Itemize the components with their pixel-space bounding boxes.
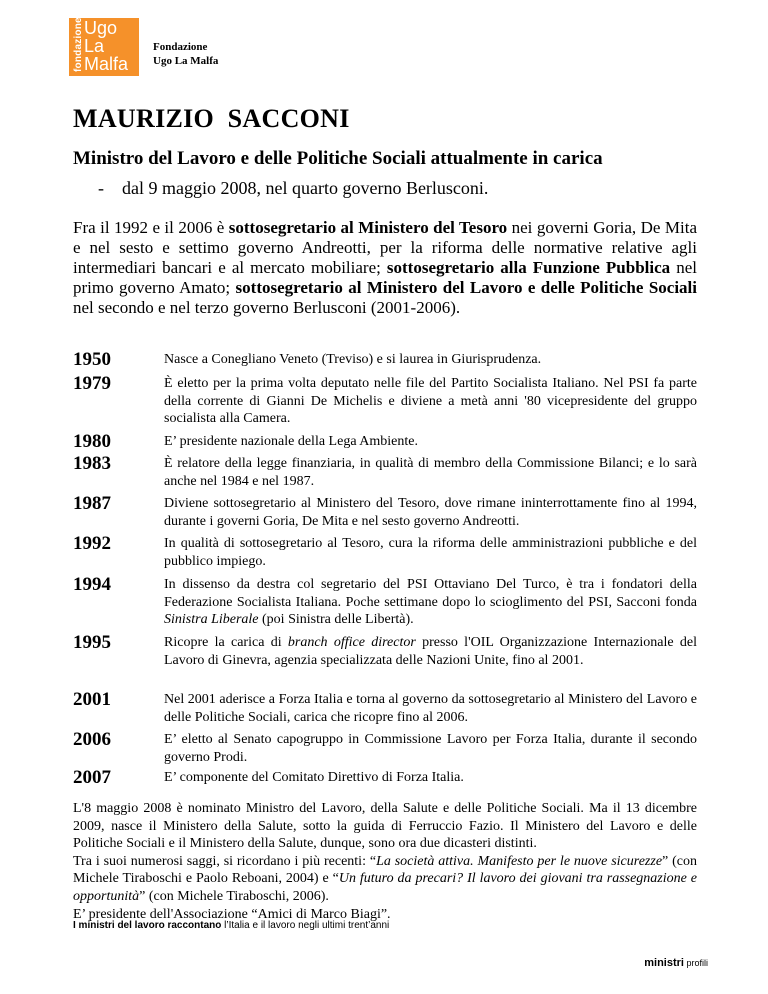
timeline-text: E’ presidente nazionale della Lega Ambiente.	[164, 434, 418, 449]
timeline-text-part: Ricopre la carica di	[164, 635, 288, 650]
bullet-dash: -	[98, 178, 104, 198]
closing-line-1: L'8 maggio 2008 è nominato Ministro del Lavoro, della Salute e delle Politiche Sociali. Ma il 13 dicembre 2009, nasce il Ministero della Salute, sotto la guida di Ferruccio Fazio. Il Ministero del Lavoro e delle Politiche Sociali e il Ministero della Salute, dunque, sono ora due dicasteri distinti.	[73, 801, 697, 852]
timeline-year: 2001	[73, 689, 111, 710]
intro-bold-2: sottosegretario alla Funzione Pubblica	[386, 258, 671, 277]
timeline-text-part: In dissenso da destra col segretario del PSI Ottaviano Del Turco, è tra i fondatori della Federazione Socialista Italiana. Poche settimane dopo lo scioglimento del PSI, Sacconi fonda	[164, 577, 697, 610]
logo-word-malfa: Malfa	[84, 54, 129, 74]
timeline-year: 1987	[73, 493, 111, 514]
timeline-text: È eletto per la prima volta deputato nelle file del Partito Socialista Italiano. Nel PSI fa parte della corrente di Gianni De Michelis e diviene a metà anni '80 vicepresidente del gruppo socialista alla Camera.	[164, 376, 697, 426]
timeline-text: Nel 2001 aderisce a Forza Italia e torna al governo da sottosegretario al Ministero del Lavoro e delle Politiche Sociali, carica che ricopre fino al 2006.	[164, 692, 697, 725]
timeline-text: E’ eletto al Senato capogruppo in Commissione Lavoro per Forza Italia, durante il secondo governo Prodi.	[164, 732, 697, 765]
timeline-year: 2006	[73, 729, 111, 750]
timeline-text: In qualità di sottosegretario al Tesoro, cura la riforma delle amministrazioni pubbliche e del pubblico impiego.	[164, 536, 697, 569]
career-timeline	[73, 351, 697, 791]
footer-rest: l’Italia e il lavoro negli ultimi trent’anni	[221, 920, 390, 931]
timeline-text: E’ componente del Comitato Direttivo di Forza Italia.	[164, 770, 464, 785]
book-title-2: Un futuro da precari? Il lavoro dei giovani tra rassegnazione e opportunità	[73, 871, 698, 904]
intro-bold-1: sottosegretario al Ministero del Tesoro	[228, 218, 508, 237]
logo-caption-line2: Ugo La Malfa	[153, 55, 219, 67]
timeline-row	[73, 535, 697, 576]
tenure-text: dal 9 maggio 2008, nel quarto governo Berlusconi.	[122, 178, 489, 198]
intro-paragraph	[73, 218, 697, 318]
timeline-year: 1979	[73, 373, 111, 394]
intro-text-4: nel secondo e nel terzo governo Berlusconi (2001-2006).	[73, 298, 461, 317]
logo-caption-line1: Fondazione	[153, 41, 208, 53]
timeline-text-italic: Sinistra Liberale	[164, 612, 259, 627]
footer-right-bold: ministri	[644, 957, 684, 969]
logo-word-ugo: Ugo	[84, 18, 118, 38]
footer-left	[73, 920, 389, 931]
logo-vertical-text: fondazione	[73, 17, 84, 72]
timeline-year: 1983	[73, 453, 111, 474]
timeline-text: Nasce a Conegliano Veneto (Treviso) e si laurea in Giurisprudenza.	[164, 352, 542, 367]
timeline-row	[73, 634, 697, 691]
intro-bold-3: sottosegretario al Ministero del Lavoro e delle Politiche Sociali	[235, 278, 697, 297]
timeline-year: 1992	[73, 533, 111, 554]
timeline-year: 2007	[73, 767, 111, 788]
timeline-text	[164, 576, 697, 629]
timeline-text: È relatore della legge finanziaria, in qualità di membro della Commissione Bilanci; e lo sarà anche nel 1984 e nel 1987.	[164, 456, 697, 489]
timeline-row	[73, 495, 697, 535]
footer-right-light: profili	[683, 958, 708, 968]
logo-word-la: La	[84, 36, 105, 56]
page-subtitle: Ministro del Lavoro e delle Politiche Sociali attualmente in carica	[73, 148, 603, 169]
closing-line-3: E’ presidente dell'Associazione “Amici di Marco Biagi”.	[73, 906, 391, 922]
page-title: MAURIZIO SACCONI	[73, 104, 350, 133]
timeline-text-part: (poi Sinistra delle Libertà).	[258, 612, 414, 627]
timeline-year: 1995	[73, 632, 111, 653]
footer-bold: I ministri del lavoro raccontano	[73, 920, 222, 931]
timeline-row	[73, 351, 697, 375]
intro-text-2: nei governi Goria, De Mita e nel sesto e settimo governo Andreotti, per la riforma delle normative relative agli intermediari bancari e al mercato mobiliare;	[73, 218, 697, 277]
logo-caption	[153, 40, 218, 68]
timeline-row	[73, 731, 697, 769]
timeline-row	[73, 691, 697, 731]
timeline-row	[73, 455, 697, 495]
timeline-row	[73, 576, 697, 634]
footer-right	[644, 957, 708, 969]
timeline-row	[73, 433, 697, 455]
foundation-logo	[69, 18, 239, 80]
closing-text: ” (con Michele Tiraboschi, 2006).	[139, 888, 329, 904]
closing-text: ” (con Michele Tiraboschi e Paolo Reboani, 2004) e “	[73, 853, 697, 887]
closing-paragraph	[73, 800, 697, 923]
intro-text-3: nel primo governo Amato;	[73, 258, 697, 297]
intro-text-1: Fra il 1992 e il 2006 è	[73, 218, 229, 237]
timeline-text-part: presso l'OIL Organizzazione Internazionale del Lavoro di Ginevra, agenzia specializzata delle Nazioni Unite, fino al 2001.	[164, 635, 698, 668]
timeline-year: 1980	[73, 431, 111, 452]
timeline-text-italic: branch office director	[287, 635, 416, 650]
timeline-text: Diviene sottosegretario al Ministero del Tesoro, dove rimane ininterrottamente fino al 1994, durante i governi Goria, De Mita e nel sesto governo Andreotti.	[164, 496, 697, 529]
closing-line-2	[73, 853, 697, 906]
book-title-1: La società attiva. Manifesto per le nuove sicurezze	[376, 853, 663, 869]
timeline-year: 1994	[73, 574, 111, 595]
timeline-text	[164, 634, 697, 669]
logo-words	[84, 19, 128, 73]
timeline-row	[73, 375, 697, 433]
timeline-row	[73, 769, 697, 791]
timeline-year: 1950	[73, 349, 111, 370]
logo-mark	[69, 18, 139, 76]
closing-text: Tra i suoi numerosi saggi, si ricordano i più recenti: “	[73, 853, 377, 869]
